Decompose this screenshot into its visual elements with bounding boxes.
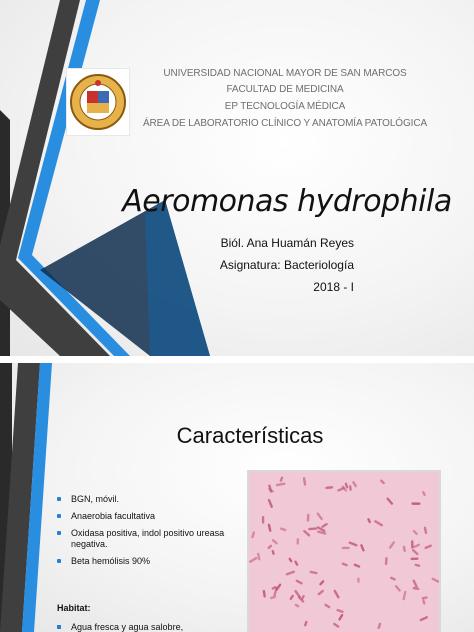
bacterium [411, 502, 420, 504]
bacterium [421, 596, 428, 600]
bacterium [380, 479, 386, 485]
bacterium [431, 577, 439, 583]
bacterium [419, 616, 428, 622]
bacterium [410, 557, 418, 560]
bacterium [377, 622, 382, 629]
bacterium [270, 595, 277, 599]
bacterium [412, 549, 420, 556]
bacterium [422, 599, 426, 605]
bacterium [249, 557, 258, 564]
bacterium [263, 590, 266, 598]
bacterium [303, 477, 307, 486]
bacterium [289, 594, 294, 600]
bacterium [424, 526, 428, 534]
blue-shape [145, 200, 210, 356]
slide-heading: Características [176, 423, 324, 448]
bacterium [394, 585, 401, 593]
list-item: Beta hemólisis 90% [57, 556, 237, 567]
bacterium [295, 579, 303, 585]
bacterium [268, 523, 272, 532]
bacterium [402, 591, 406, 601]
list-item: Anaerobia facultativa [57, 511, 237, 522]
bacterium [338, 614, 344, 621]
bacterium [285, 570, 295, 576]
bacterium [276, 482, 286, 486]
slide-title: Aeromonas hydrophila [122, 184, 452, 219]
bacterium [309, 571, 317, 575]
bacterium [342, 547, 350, 549]
faculty-name: FACULTAD DE MEDICINA [226, 84, 344, 95]
bacterium [412, 529, 418, 535]
bacterium [353, 563, 360, 568]
bullet-icon [57, 625, 61, 629]
bacterium [308, 527, 317, 530]
bacterium [424, 544, 432, 549]
school-name: EP TECNOLOGÍA MÉDICA [224, 101, 346, 112]
bacterium [412, 579, 418, 588]
list-item: BGN, móvil. [57, 494, 237, 505]
list-item: Oxidasa positiva, indol positivo ureasa negativa. [57, 528, 237, 550]
bacterium [303, 529, 311, 537]
bacterium [280, 527, 287, 532]
bacterium [385, 557, 388, 565]
bacterium [257, 553, 261, 561]
bacteria-micrograph [249, 472, 439, 632]
bacterium [294, 603, 300, 608]
bacterium [422, 491, 427, 497]
bacterium [414, 563, 420, 567]
bacterium [294, 560, 299, 566]
university-seal-logo [67, 69, 129, 135]
university-name: UNIVERSIDAD NACIONAL MAYOR DE SAN MARCOS [163, 68, 407, 79]
area-name: ÁREA DE LABORATORIO CLÍNICO Y ANATOMÍA PATOLÓGICA [142, 118, 428, 129]
bacterium [333, 589, 340, 599]
bacterium [390, 576, 397, 581]
bacterium [251, 531, 255, 539]
subject-name: Asignatura: Bacteriología [219, 258, 354, 272]
bacterium [336, 609, 344, 614]
bacterium [262, 516, 264, 524]
bacterium [271, 539, 278, 545]
bacterium [319, 580, 325, 586]
bacterium [297, 538, 300, 545]
bacterium [348, 541, 358, 547]
bacterium [413, 543, 421, 548]
bacterium [321, 522, 328, 528]
term-label: 2018 - I [313, 280, 354, 294]
bacterium [386, 497, 394, 505]
bacterium [304, 621, 308, 627]
bacterium [333, 622, 340, 628]
bacterium [324, 603, 331, 609]
bacterium [279, 476, 283, 482]
characteristics-list [57, 494, 237, 573]
bacterium [374, 520, 384, 527]
bacterium [267, 499, 273, 509]
bacterium [352, 481, 358, 488]
bacterium [317, 589, 324, 596]
author-name: Biól. Ana Huamán Reyes [220, 236, 354, 250]
bacterium [316, 512, 323, 521]
bacterium [403, 546, 407, 553]
bacterium [367, 518, 371, 524]
bacterium [341, 562, 348, 566]
bacterium [271, 550, 275, 555]
bacterium [349, 485, 352, 491]
habitat-item: Agua fresca y agua salobre, [71, 622, 184, 632]
characteristics-slide [0, 363, 474, 632]
bacterium [357, 577, 360, 583]
bacterium [307, 514, 310, 522]
micrograph-image [247, 470, 441, 632]
bacterium [388, 541, 395, 550]
bacterium [267, 544, 273, 549]
bacterium [360, 544, 365, 552]
bacterium [411, 540, 413, 549]
bacterium [325, 486, 333, 489]
habitat-label: Habitat: [57, 603, 91, 613]
bacterium [288, 557, 293, 563]
